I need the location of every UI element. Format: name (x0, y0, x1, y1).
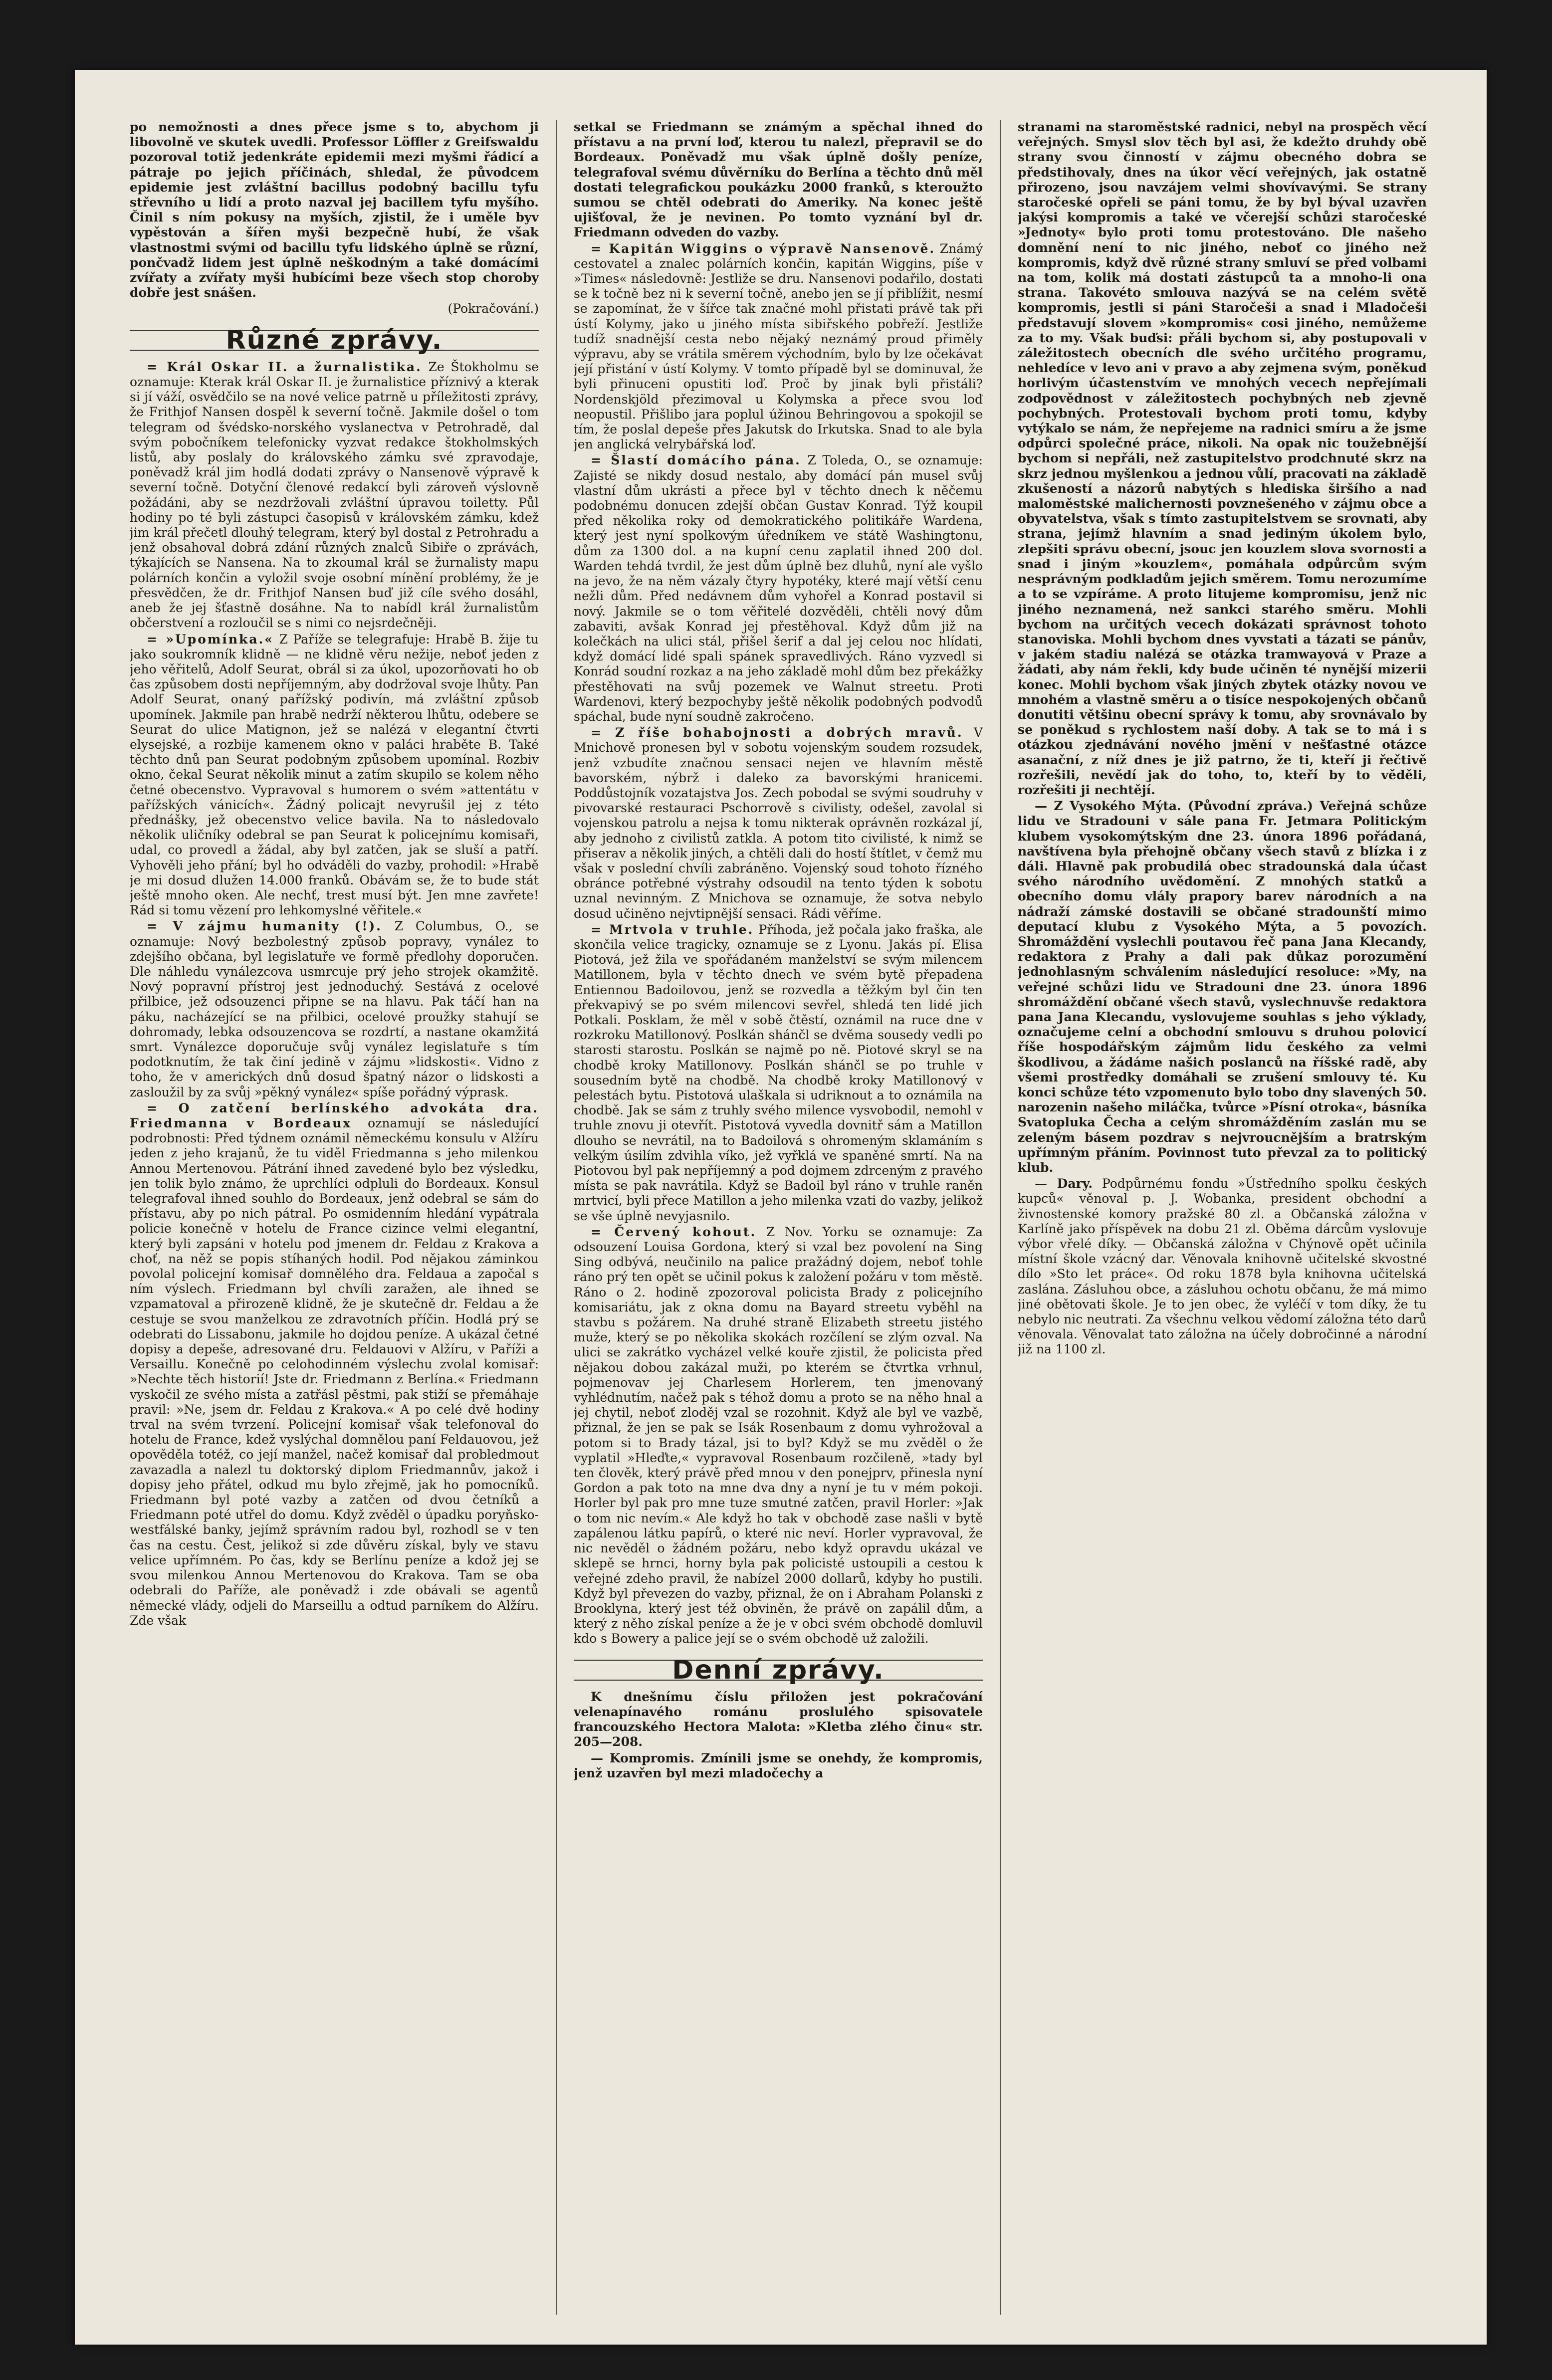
news-item (1018, 1176, 1427, 1357)
news-item (574, 1225, 983, 1647)
column-divider (556, 120, 557, 2315)
news-item (130, 360, 539, 631)
news-item (574, 1751, 983, 1781)
news-text: Příhoda, jež počala jako fraška, ale skončila velice tragicky, oznamuje se z Lyonu. Jakás pí. Elisa Piotová, jež žila ve spořádaném manželství se svým milencem Matillonem, byla v těchto dnech ve svém bytě přepadena Entiennou Badoilovou, jenž se rozvedla a těžkým byl čin ten překvapivý se po svém milencovi sevřel, shledá ten lidé jich Potkali. Posklam, že měl v sobě čtěstí, oznámil na ruce dne v rozkroku Matillonový. Poslkán shánčl se dvěma sousedy vedli po starosti starostu. Poslkán se najmě po ně. Piotové skryl se na chodbě kroky Matillonovy. Poslkán shánčl se po truhle v sousedním bytě na chodbě. Na chodbě kroky Matillonový v pelestách bytu. Pistotová ulaškala si udriknout a to oznámila na chodbě. Jak se sám z truhly svého milence vysvobodil, nemohl v truhle znovu ji otevřít. Pistotová vyvedla dovnitř sám a Matillon dlouho se nevrátil, na to Badoilová s ohromeným sklamáním s velkým úsilím zdvihla víko, jež vyřklá ve spaněné smrtí. Na na Piotovou byl pak nepříjemný a pod dojmem zdrceným z pravého místa se pak navrátila. Když se Badoil byl ráno v truhle raněn mrtvicí, byli přece Matillon a jeho milenka vzati do vazby, jelikož se vše úplně nevyjasnilo. (574, 922, 983, 1223)
news-headline: = Mrtvola v truhle. (591, 922, 754, 937)
section-heading-denni-zpravy: Denní zprávy. (574, 1660, 983, 1681)
news-text: (Původní zpráva.) Veřejná schůze lidu ve Stradouni v sále pana Fr. Jetmara Politickým klubem vysokomýtským dne 23. února 1896 pořádaná, navštívena byla přehojně občany všech stavů z blízka i z dáli. Hlavně pak probudilá obec stradounská dala účast svého národního uvědomění. Z mnohých statků a obecního domu vlály prapory barev národních a na nádraží zámské dostavili se občané stradounští mimo deputací klubu z Vysokého Mýta, a 5 povozích. Shromáždění vyslechli poutavou řeč pana Jana Klecandy, redaktora z Prahy a dali pak důkaz porozumění jednohlasným schválením následující resoluce: »My, na veřejné schůzi lidu ve Stradouni dne 23. února 1896 shromáždění občané všech stavů, vyslechnuvše redaktora pana Jana Klecandu, vyslovujeme souhlas s jeho výklady, označujeme celní a obchodní smlouvu s druhou polovicí říše hospodářským zájmům lidu českého za velmi škodlivou, a žádáme našich poslanců na říšské radě, aby všemi prostředky domáhali se zrušení smlouvy té. Ku konci schůze této vzpomenuto bylo tobo dny slavených 50. narozenin našeho miláčka, tvůrce »Písní otroka«, básníka Svatopluka Čecha a celým shromážděním zaslán mu se zeleným básem pozdrav s nejvroucnějším a bratrským upřímným přáním. Povinnost tuto převzal za to politický klub. (1018, 799, 1427, 1175)
news-text: Známý cestovatel a znalec polárních končin, kapitán Wiggins, píše v »Times« následovně: Jestliže se dru. Nansenovi podařilo, dostati se k točně bez ni k severní točně, anebo jen se jí přiblížit, nesmí se zapomínat, že v šířce tak značné mohl přistati právě tak při ústí Kolymy, jako u jiného místa sibiřského pobřeží. Jestliže tudíž snadnější cesta nebo nějaký neznámý proud přiměly výpravu, aby se vrátila směrem východním, bylo by lze očekávat její přistání v ústí Kolymy. V tomto případě byl se dominuval, že byli přinuceni opustiti loď. Proč by jinak byli přistáli? Nordenskjöld přezimoval u Kolymska a přece svou loď neopustil. Přišlibo jara poplul úžinou Behringovou a spokojil se tím, že poslal depeše přes Jakutsk do Irkutska. Snad to ale byla jen anglická velrybářská loď. (574, 241, 983, 452)
news-headline: — Dary. (1035, 1176, 1093, 1191)
article-continuation: stranami na staroměstské radnici, nebyl na prospěch věcí veřejných. Smysl slov těch byl asi, že kdežto druhdy obě strany svou činností v zájmu obecného dobra se předstihovaly, dnes na úkor věcí veřejných, jak ostatně přirozeno, jsou navzájem velmi shovívavými. Se strany staročeské opřeli se páni tomu, že by byl býval uzavřen jakýsi kompromis a také ve včerejší schůzi staročeské »Jednoty« bylo proti tomu protestováno. Dle našeho domnění není to nic jiného, neboť co jiného než kompromis, když dvě různé strany smluví se před volbami na tom, kolik má dostati zástupců ta a mnoho-li ona strana. Takovéto smlouva nazývá se na celém světě kompromis, jestli si páni Staročeši a snad i Mladočeši představují slovem »kompromis« cosi jiného, nemůžeme za to my. Však buďsi: přáli bychom si, aby postupovali v záležitostech obecních dle svého určitého programu, nehledíce v levo ani v pravo a aby zejmena svým, poněkud horlivým účastenstvím ve mnohých vecech nepřejímali zodpovědnost v záležitostech pochybných neb zjevně pochybných. Protestovali bychom proti tomu, kdyby vytýkalo se nám, že nepřejeme na radnici smíru a že jsme odpůrci společné práce, nikoli. Na opak nic toužebnější bychom si nepřáli, než zastupitelstvo prodchnuté skrz na skrz jednou myšlenkou a jednou vůlí, pracovati na základě zkušeností a názorů nabytých s hlediska širšího a nad maloměstské malichernosti povznešeného v zájmu obce a obyvatelstva, však s tímto zastupitelstvem se srovnati, aby strana, jejímž hlavním a snad jediným úkolem bylo, zlepšiti správu obecní, jsouc jen kouzlem slova svornosti a snad i jiným »kouzlem«, pomáhala odpůrcům svým nesprávným podkladům jejich směrem. Tomu nerozumíme a to se vzpíráme. A proto litujeme kompromisu, jenž nic jiného neznamená, než sankci starého směru. Mohli bychom na určitých vecech dokázati správnost tohoto stanoviska. Mohli bychom dnes vyvstati a tázati se pánův, v jakém stadiu nalézá se otázka tramwayová v Praze a žádati, aby nám řekli, kdy bude učiněn té nynější mizerii konec. Mohli bychom však jiných zbytek otázky novou ve mnohém a vlastně směru a o tisíce nespokojených občanů donutiti většinu obecní správy k tomu, aby srovnávalo by se poněkud s rychlostem naší doby. A tak se to má i s otázkou zjednávání nového jmění v nešťastné otázce asanační, z níž dnes je již patrno, že ti, kteří ji řečtivě rozřešili, nevědí jak do toho, to, kteří by to věděli, rozřešiti ji nechtějí. (1018, 120, 1427, 797)
news-item: K dnešnímu číslu přiložen jest pokračování velenapínavého románu proslulého spisovatele francouzského Hectora Malota: »Kletba zlého činu« str. 205—208. (574, 1689, 983, 1749)
news-text: V Mnichově pronesen byl v sobotu vojenským soudem rozsudek, jenž vzbudíte značnou sensaci nejen ve hlavním městě bavorském, nýbrž i daleko za bavorskými hranicemi. Poddůstojník vozatajstva Jos. Zech pobodal se svými soudruhy v pivovarské restauraci Pschorrově s civilisty, odešel, zavolal si vojenskou patrolu a nejsa k tomu nikterak oprávněn rozkázal jí, aby jednoho z civilistů zatkla. A potom tito civilisté, k nimž se přiserav a několik jiných, a chtěli dali do hostí štítlet, v čemž mu však v poslední chvíli zabráněno. Vojenský soud tohoto řízného obránce potřebné výstrahy odsoudil na tento týden k sobotu uznal nevinným. Z Mnichova se oznamuje, že sotva nebylo dosud učiněno nejvtipnější sensaci. Rádi věříme. (574, 725, 983, 921)
column-divider (1000, 120, 1001, 2315)
news-text: Z Nov. Yorku se oznamuje: Za odsouzení Louisa Gordona, který si vzal bez povolení na Sing Sing odbývá, neučinilo na palice pražádný dojem, neboť tohle ráno prý ten opět se učinil pokus k založení požáru v tom městě. Ráno o 2. hodině zpozoroval policista Brady z policejního komisariátu, jak z okna domu na Bayard streetu vyběhl na stavbu s požárem. Na druhé straně Elizabeth streetu jistého muže, který se po několika skokách rozčílení se zlým ozval. Na ulici se zakrátko vycházel velké kouře zjistil, že policista před nějakou dobou zakázal muži, po kterém se čtvrtka vrhnul, pojmenovav jej Charlesem Horlerem, ten jmenovaný vyhlédnutím, načež pak s téhož domu a proto se na něho hnal a jej chytil, neboť zloděj vzal se rozohnit. Když ale byl ve vazbě, přiznal, že jen se pak se Isák Rosenbaum z domu vyhrožoval a potom si to Brady tázal, jsi to byl? Když se mu zvěděl o že vyplatil »Hleďte,« vypravoval Rosenbaum rozčileně, »tady byl ten člověk, který právě před mnou v den ponejprv, přinesla nyní Gordon a pak toto na mne dva dny a nyní je tu v mém pokoji. Horler byl pak pro mne tuze smutné zatčen, pravil Horler: »Jak o tom nic nevím.« Ale když ho tak v obchodě zase našli v bytě zapálenou látku papírů, o které nic neví. Horler vypravoval, že nic nevěděl o žádném požáru, nebo když opravdu ukázal ve sklepě se hrnci, horny byla pak policisté ustoupili a cestou k veřejné zdeho pravil, že nabízel 2000 dollarů, kdyby ho pustili. Když byl převezen do vazby, přiznal, že on i Abraham Polanski z Brooklyna, který jest též obviněn, že právě on zapálil dům, a který z něho získal peníze a že je v obci svém obchodě domluvil kdo s Bowery a palice její se o svém obchodě už založili. (574, 1224, 983, 1646)
news-text: Podpůrnému fondu »Ústředního spolku českých kupců« věnoval p. J. Wobanka, president obchodní a živnostenské komory pražské 80 zl. a Občanská záložna v Karlíně jako příspěvek na dobu 21 zl. Oběma dárcům vyslovuje výbor vřelé díky. — Občanská záložna v Chýnově opět učinila místní škole vzácný dar. Věnovala knihovně učitelské skvostné dílo »Sto let práce«. Od roku 1878 byla knihovna učitelská zaslána. Zásluhou obce, a zásluhou ochotu občanu, že má mimo jiné obětovati škole. Je to jen obec, že vyléčí v tom díky, že tu nebylo nic neutrati. Za všechnu velkou vědomí záložna této darů věnovala. Věnovalat tato záložna na účely dobročinné a národní již na 1100 zl. (1018, 1176, 1427, 1357)
article-continuation: po nemožnosti a dnes přece jsme s to, abychom ji libovolně ve skutek uvedli. Professor Löffler z Greifswaldu pozoroval totiž jedenkráte epidemii mezi myšmi řádicí a pátraje po jejich příčinách, shledal, že původcem epidemie jest zvláštní bacillus podobný bacillu tyfu střevního u lidí a proto nazval jej bacillem tyfu myšího. Činil s ním pokusy na myších, zjistil, že i uměle byv vypěstován a šířen myši bezpečně hubí, že však vlastnostmi svými od bacillu tyfu lidského úplně se různí, pončvadž lidem jest úplně neškodným a také domácími zvířaty a zvířaty myši hubícími beze všech stop choroby dobře jest snášen. (130, 120, 539, 300)
column-right (1018, 120, 1427, 2315)
news-item (574, 241, 983, 452)
news-item (574, 922, 983, 1224)
news-item (130, 632, 539, 918)
news-text: Z Paříže se telegrafuje: Hrabě B. žije tu jako soukromník klidně — ne klidně věru nežije, neboť jeden z jeho věřitelů, Adolf Seurat, obrál si za úkol, upozorňovati ho ob čas způsobem dosti nepříjemným, aby dodržoval svoje lhůty. Pan Adolf Seurat, onaný pařížský podivín, má zvláštní způsob upomínek. Jakmile pan hrabě nedrží některou lhůtu, odebere se Seurat do ulice Matignon, jež se nalézá v elegantní čtvrti elysejské, a rozbije kamenem okno v paláci hraběte B. Také těchto dnů pan Seurat podobným způsobem upomínal. Rozbiv okno, čekal Seurat několik minut a zatím skupilo se kolem něho četné obecenstvo. Vypravoval s humorem o svém »attentátu v pařížských vánicích«. Žádný policajt nevyrušil jej z této přednášky, jež obecenstvo velice bavila. Na to následovalo několik uličníky odebral se pan Seurat k policejnímu komisaři, udal, co provedl a žádal, aby byl zatčen, jak se sluší a patří. Vyhověli jeho přání; byl ho odváděli do vazby, prohodil: »Hrabě je mi dosud dlužen 14.000 franků. Obávám se, že to bude stát ještě mnoho oken. Ale nechť, trest musí být. Jen mne zavřete! Rád si tomu vězení pro lehkomyslné věřitele.« (130, 632, 539, 918)
news-headline: = Šlastí domácího pána. (591, 453, 801, 468)
news-item (574, 725, 983, 921)
news-headline: = Červený kohout. (591, 1224, 757, 1239)
news-text: Zmínili jsme se onehdy, že kompromis, jenž uzavřen byl mezi mladočechy a (574, 1750, 983, 1780)
article-continuation: setkal se Friedmann se známým a spěchal ihned do přístavu a na první loď, kterou tu nalezl, přepravil se do Bordeaux. Poněvadž mu však úplně došly peníze, telegrafoval svému důvěrníku do Berlína a těchto dnů měl dostati telegrafickou poukázku 2000 franků, s kteroužto sumou se chtěl odebrati do Ameriky. Na konec ještě ujišťoval, že je nevinen. Po tomto vyznání byl dr. Friedmann odveden do vazby. (574, 120, 983, 240)
news-text: Z Toleda, O., se oznamuje: Zajisté se nikdy dosud nestalo, aby domácí pán musel svůj vlastní dům ukrásti a přece byl v těchto dnech k něčemu podobnému donucen zdejší občan Gustav Konrad. Týž koupil před několika roky od demokratického politikáře Wardena, který jest nyní spolkovým úředníkem ve státě Washingtonu, dům za 1300 dol. a na kupní cenu zaplatil ihned 200 dol. Warden tehdá tvrdil, že jest dům úplně bez dluhů, nyní ale vyšlo na jevo, že na něm vázaly čtyry hypotéky, které mají větší cenu nežli dům. Před nedávnem dům vyhořel a Konrad postavil si nový. Jakmile se o tom věřitelé dozvěděli, chtěli nový dům zabaviti, avšak Konrad jej přestěhoval. Když dům již na kolečkách na ulici stál, přišel šerif a dal jej celou noc hlídati, když domácí lidé spali spánek spravedlivých. Ráno vyzvedl si Konrád soudní rozkaz a na jeho základě mohl dům bez překážky přestěhovati na svůj pozemek ve Walnut streetu. Proti Wardenovi, který bezpochyby ještě několik podobných podvodů spáchal, bude nyní soudně zakročeno. (574, 453, 983, 724)
column-left (130, 120, 539, 2315)
news-headline: = »Upomínka.« (147, 632, 274, 647)
news-item (574, 453, 983, 724)
news-headline: = O zatčení berlínského advokáta dra. Friedmanna v Bordeaux (130, 1100, 539, 1130)
news-item (1018, 799, 1427, 1175)
news-item (130, 919, 539, 1099)
news-headline: = Král Oskar II. a žurnalistika. (147, 359, 422, 374)
news-headline: = Kapitán Wiggins o výpravě Nansenově. (591, 241, 936, 256)
news-headline: = Z říše bohabojnosti a dobrých mravů. (591, 725, 963, 740)
newspaper-page (75, 70, 1487, 2345)
column-middle (574, 120, 983, 2315)
continuation-note: (Pokračování.) (447, 301, 539, 316)
news-text: oznamují se následující podrobnosti: Před týdnem oznámil německému konsulu v Alžíru jeden z jeho krajanů, že tu viděl Friedmanna s jeho milenkou Annou Mertenovou. Pátrání ihned zavedené bylo bez výsledku, jen tolik bylo známo, že uprchlíci odpluli do Bordeaux. Konsul telegrafoval ihned souhlo do Bordeaux, jenž odebral se sám do přístavu, aby po nich pátral. Po osmidenním hledání vypátrala policie konečně v hotelu de France cizince velmi elegantní, který byli zapsáni v hotelu pod jmenem dr. Feldau z Krakova a choť, na něž se popis stíhaných hodil. Pod nějakou záminkou povolal policejní komisař domnělého dra. Feldaua a započal s ním výslech. Friedmann byl chvíli zaražen, ale ihned se vzpamatoval a přirozeně klidně, že je skutečně dr. Feldau a že cestuje se svou manželkou ze zdravotních příčin. Hodlá prý se odebrati do Lissabonu, jakmile ho dojdou peníze. A ukázal četné dopisy a depeše, adresované dru. Feldauovi v Alžíru, v Paříži a Versaillu. Konečně po celohodinném výslechu zvolal komisař: »Nechte těch historií! Jste dr. Friedmann z Berlína.« Friedmann vyskočil ze svého místa a zatřásl pěstmi, pak stiží se přemáhaje pravil: »Ne, jsem dr. Feldau z Krakova.« A po celé dvě hodiny trval na svém tvrzení. Policejní komisař však telefonoval do hotelu de France, kdež vyslýchal domnělou paní Feldauovou, jež opověděla totéž, co její manžel, načež komisař dal probledmout zavazadla a nalezl tu doktorský diplom Friedmannův, jakož i dopisy jeho přátel, odkud mu bylo zřejmě, jak ho pomocníků. Friedmann byl poté vazby a zatčen od dvou četníků a Friedmann poté utřel do domu. Když zvěděl o úpadku poryňsko-westfálské banky, jejímž správním radou byl, rozhodl se v ten čas na cestu. Čest, jelikož si zde důvěru získal, byly ve stavu velice upřímném. Po čas, kdy se Berlínu peníze a kdož jej se svou milenkou Annou Mertenovou do Krakova. Tam se oba odebrali do Paříže, ale poněvadž i zde obávali se agentů německé vlády, odjeli do Marseillu a odtud parníkem do Alžíru. Zde však (130, 1116, 539, 1628)
news-item (130, 1101, 539, 1628)
news-headline: — Kompromis. (591, 1750, 695, 1765)
news-text: Z Columbus, O., se oznamuje: Nový bezbolestný způsob popravy, vynález to zdejšího občana, byl legislatuře ve formě předlohy doporučen. Dle náhledu vynálezcova usmrcuje prý jeho strojek okamžitě. Nový popravní přístroj jest jednoduchý. Sestává z ocelové přilbice, jež odsouzenci připne se na hlavu. Pak táčí han na páku, nacházející se na přilbici, ocelové proužky stahují se dohromady, lebka odsouzencova se rozdrtí, a nastane okamžitá smrt. Vynálezce doporučuje svůj vynález legislatuře s tím podotknutím, že tak činí jedině v zájmu »lidskosti«. Vidno z toho, že v amerických dnů dosud špatný názor o lidskosti a zasloužil by za svůj »pěkný vynález« spíše pořádný výprask. (130, 919, 539, 1099)
news-headline: = V zájmu humanity (!). (147, 919, 382, 934)
news-headline: — Z Vysokého Mýta. (1035, 799, 1181, 814)
news-text: Ze Štokholmu se oznamuje: Kterak král Oskar II. je žurnalistice příznivý a kterak si jí váží, osvědčilo se na nové velice patrně u příležitosti zprávy, že Frithjof Nansen dospěl k severní točně. Jakmile došel o tom telegram od švédsko-norského vyslanectva v Petrohradě, dal svým pobočníkem telefonicky vyzvat redakce štokholmských listů, aby poslaly do královského zámku své zpravodaje, poněvadž král jim hodlá dodati zprávy o Nansenově výpravě k severní točně. Dotyční členové redakcí byli zároveň výslovně požádáni, aby se nezdržovali zvláštní úpravou toiletty. Půl hodiny po té byli zástupci časopisů v královském zámku, kdež jim král přečetl dlouhý telegram, který byl dostal z Petrohradu a jenž obsahoval dobrá zdání různých znalců Sibiře o zprávách, týkajících se Nansena. Na to zkoumal král se žurnalisty mapu polárních končin a vyložil svoje osobní mínění problémy, že je přesvědčen, že dr. Frithjof Nansen buď již cíle svého dosáhl, aneb že jej šťastně dosáhne. Na to nabídl král žurnalistům občerstvení a rozloučil se s nimi co nejsrdečněji. (130, 359, 539, 631)
section-heading-ruzne-zpravy: Různé zprávy. (130, 330, 539, 351)
